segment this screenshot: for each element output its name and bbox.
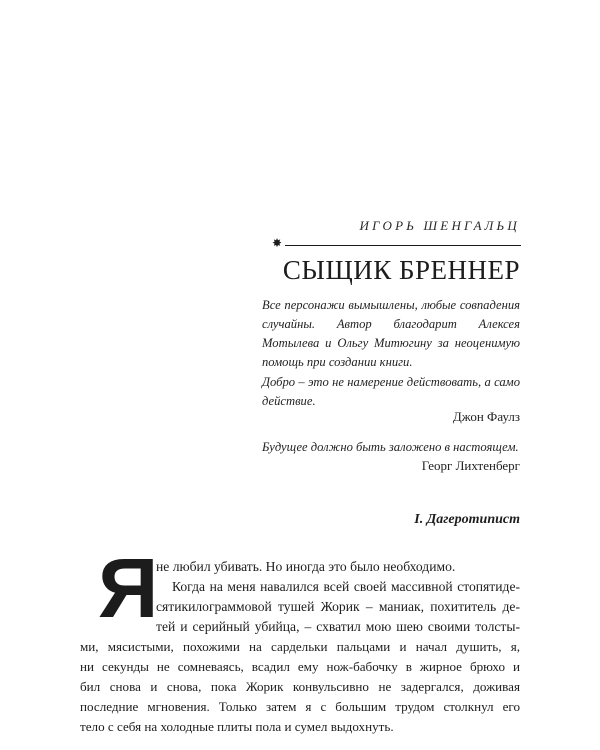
body-line: бил снова и снова, пока Жорик конвульсивно не задергался, доживая <box>80 679 520 694</box>
body-line: Когда на меня навалился всей своей массивной стопятиде- <box>172 579 520 594</box>
body-line: сятикилограммовой тушей Жорик – маниак, похититель де- <box>156 599 520 614</box>
book-title: СЫЩИК БРЕННЕР <box>282 255 520 285</box>
epigraph-lichtenberg: Будущее должно быть заложено в настоящем. <box>262 440 519 454</box>
body-line: не любил убивать. Но иногда это было необходимо. <box>156 559 456 574</box>
epigraph-disclaimer: Все персонажи вымышлены, любые совпадения случайны. Автор благодарит Алексея Мотылева и Ольгу Митюгину за неоценимую помощь при создании книги. <box>262 298 520 369</box>
body-line: ни секунды не сомневаясь, всадил ему нож-бабочку в жирное брюхо и <box>80 659 520 674</box>
chapter-title: I. Дагеротипист <box>414 512 520 527</box>
epigraph-lichtenberg-attribution: Георг Лихтенберг <box>421 458 520 473</box>
star-ornament-icon: ✸ <box>272 236 283 250</box>
body-line: тело с себя на холодные плиты пола и сумел выдохнуть. <box>80 719 394 734</box>
drop-cap: Я <box>98 541 159 635</box>
body-line: тей и серийный убийца, – схватил мою шею своими толсты- <box>156 619 520 634</box>
rule-line <box>285 245 521 246</box>
body-line: ми, мясистыми, похожими на сардельки пальцами и начал душить, я, <box>80 639 520 654</box>
body-line: последние мгновения. Только затем я с большим трудом столкнул его <box>80 699 520 714</box>
author-name: ИГОРЬ ШЕНГАЛЬЦ <box>359 218 520 233</box>
epigraph-fowles: Добро – это не намерение действовать, а само действие. <box>262 375 520 408</box>
title-rule <box>272 236 522 251</box>
epigraph-fowles-attribution: Джон Фаулз <box>452 409 520 424</box>
